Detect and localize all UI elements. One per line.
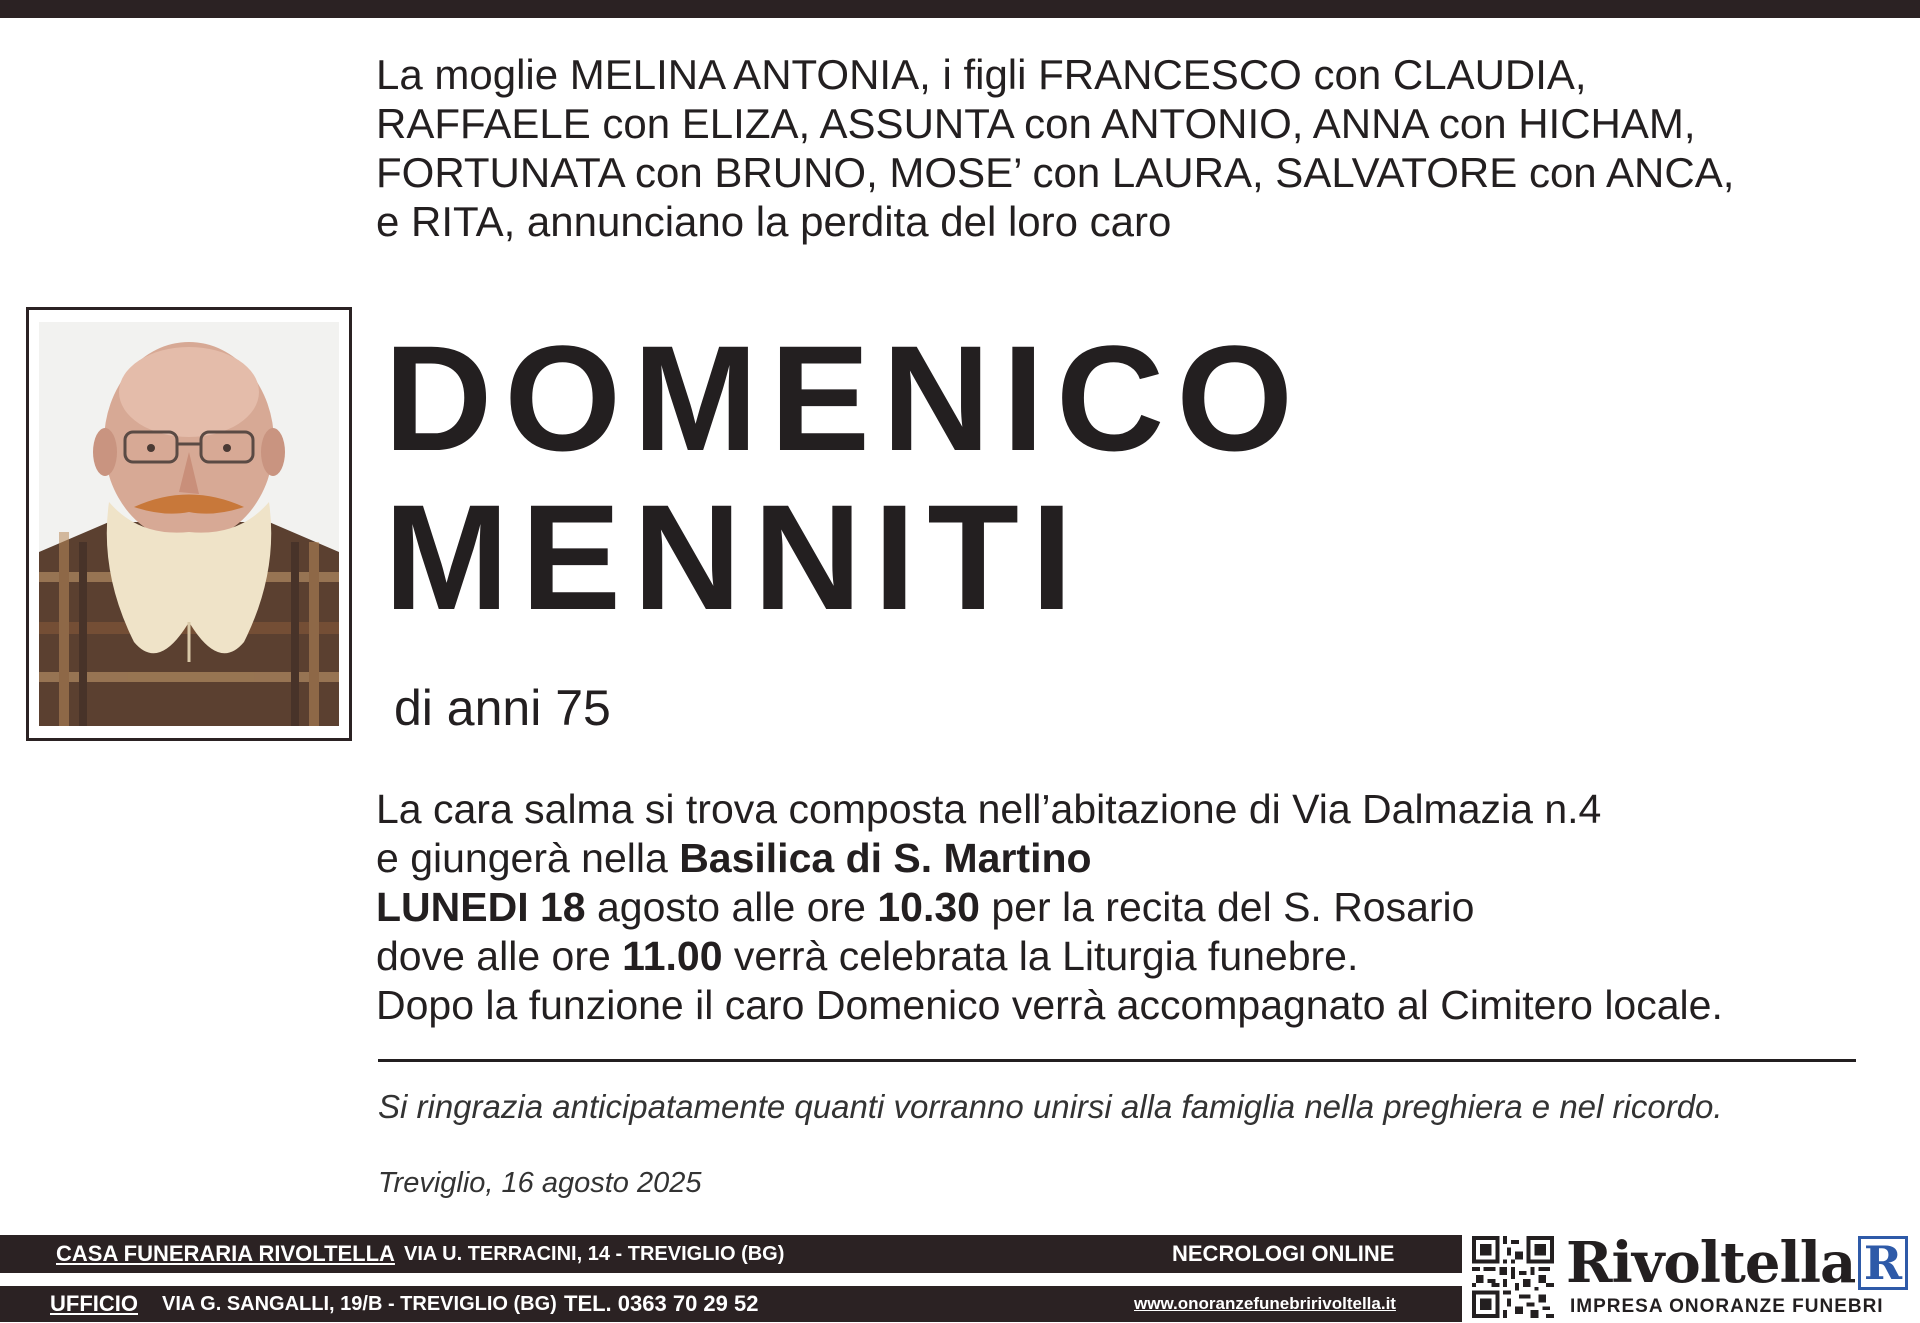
- online-obituaries-label: NECROLOGI ONLINE: [1172, 1241, 1395, 1266]
- place-date: Treviglio, 16 agosto 2025: [378, 1167, 702, 1199]
- details-text: verrà celebrata la Liturgia funebre.: [722, 933, 1359, 979]
- top-rule: [0, 0, 1920, 18]
- portrait-photo: [39, 322, 339, 726]
- announcement-line: RAFFAELE con ELIZA, ASSUNTA con ANTONIO, ANNA con HICHAM,: [376, 100, 1696, 147]
- logo-subtitle: IMPRESA ONORANZE FUNEBRI: [1570, 1296, 1884, 1317]
- qr-code-icon[interactable]: [1472, 1236, 1554, 1318]
- logo-wordmark: Rivoltella: [1566, 1230, 1856, 1296]
- portrait-frame: [26, 307, 352, 741]
- office-address: VIA G. SANGALLI, 19/B - TREVIGLIO (BG): [162, 1293, 557, 1315]
- funeral-details: [376, 785, 1876, 1030]
- liturgy-time: 11.00: [622, 933, 723, 979]
- thanks-note: Si ringrazia anticipatamente quanti vorranno unirsi alla famiglia nella preghiera e nel ricordo.: [378, 1088, 1723, 1125]
- company-logo: [1562, 1232, 1920, 1322]
- details-text: e giungerà nella: [376, 835, 680, 881]
- details-line: [376, 834, 1876, 883]
- announcement-line: FORTUNATA con BRUNO, MOSE’ con LAURA, SALVATORE con ANCA,: [376, 149, 1735, 196]
- details-line: La cara salma si trova composta nell’abitazione di Via Dalmazia n.4: [376, 786, 1602, 832]
- footer-bar-funeral-home: [0, 1235, 1462, 1273]
- funeral-home-name: CASA FUNERARIA RIVOLTELLA: [56, 1241, 395, 1266]
- details-text: agosto alle ore: [585, 884, 878, 930]
- website-link[interactable]: www.onoranzefunebririvoltella.it: [1134, 1294, 1396, 1313]
- deceased-age: di anni 75: [394, 680, 611, 736]
- announcement-line: La moglie MELINA ANTONIA, i figli FRANCESCO con CLAUDIA,: [376, 51, 1587, 98]
- rosary-time: 10.30: [877, 884, 980, 930]
- footer-bar-office: [0, 1286, 1462, 1322]
- announcement-line: e RITA, annunciano la perdita del loro caro: [376, 198, 1172, 245]
- church-name: Basilica di S. Martino: [679, 835, 1092, 881]
- separator-line: [378, 1059, 1856, 1062]
- office-label: UFFICIO: [50, 1291, 138, 1316]
- logo-r-icon: R: [1858, 1236, 1908, 1290]
- deceased-last-name: MENNITI: [384, 473, 1085, 641]
- deceased-first-name: DOMENICO: [384, 314, 1305, 482]
- details-line: [376, 883, 1876, 932]
- office-phone: TEL. 0363 70 29 52: [564, 1291, 759, 1316]
- funeral-day: LUNEDI 18: [376, 884, 586, 930]
- details-line: [376, 932, 1876, 981]
- details-text: dove alle ore: [376, 933, 623, 979]
- family-announcement: [376, 50, 1876, 246]
- funeral-home-address: VIA U. TERRACINI, 14 - TREVIGLIO (BG): [404, 1243, 785, 1265]
- details-line: Dopo la funzione il caro Domenico verrà accompagnato al Cimitero locale.: [376, 982, 1723, 1028]
- details-text: per la recita del S. Rosario: [979, 884, 1475, 930]
